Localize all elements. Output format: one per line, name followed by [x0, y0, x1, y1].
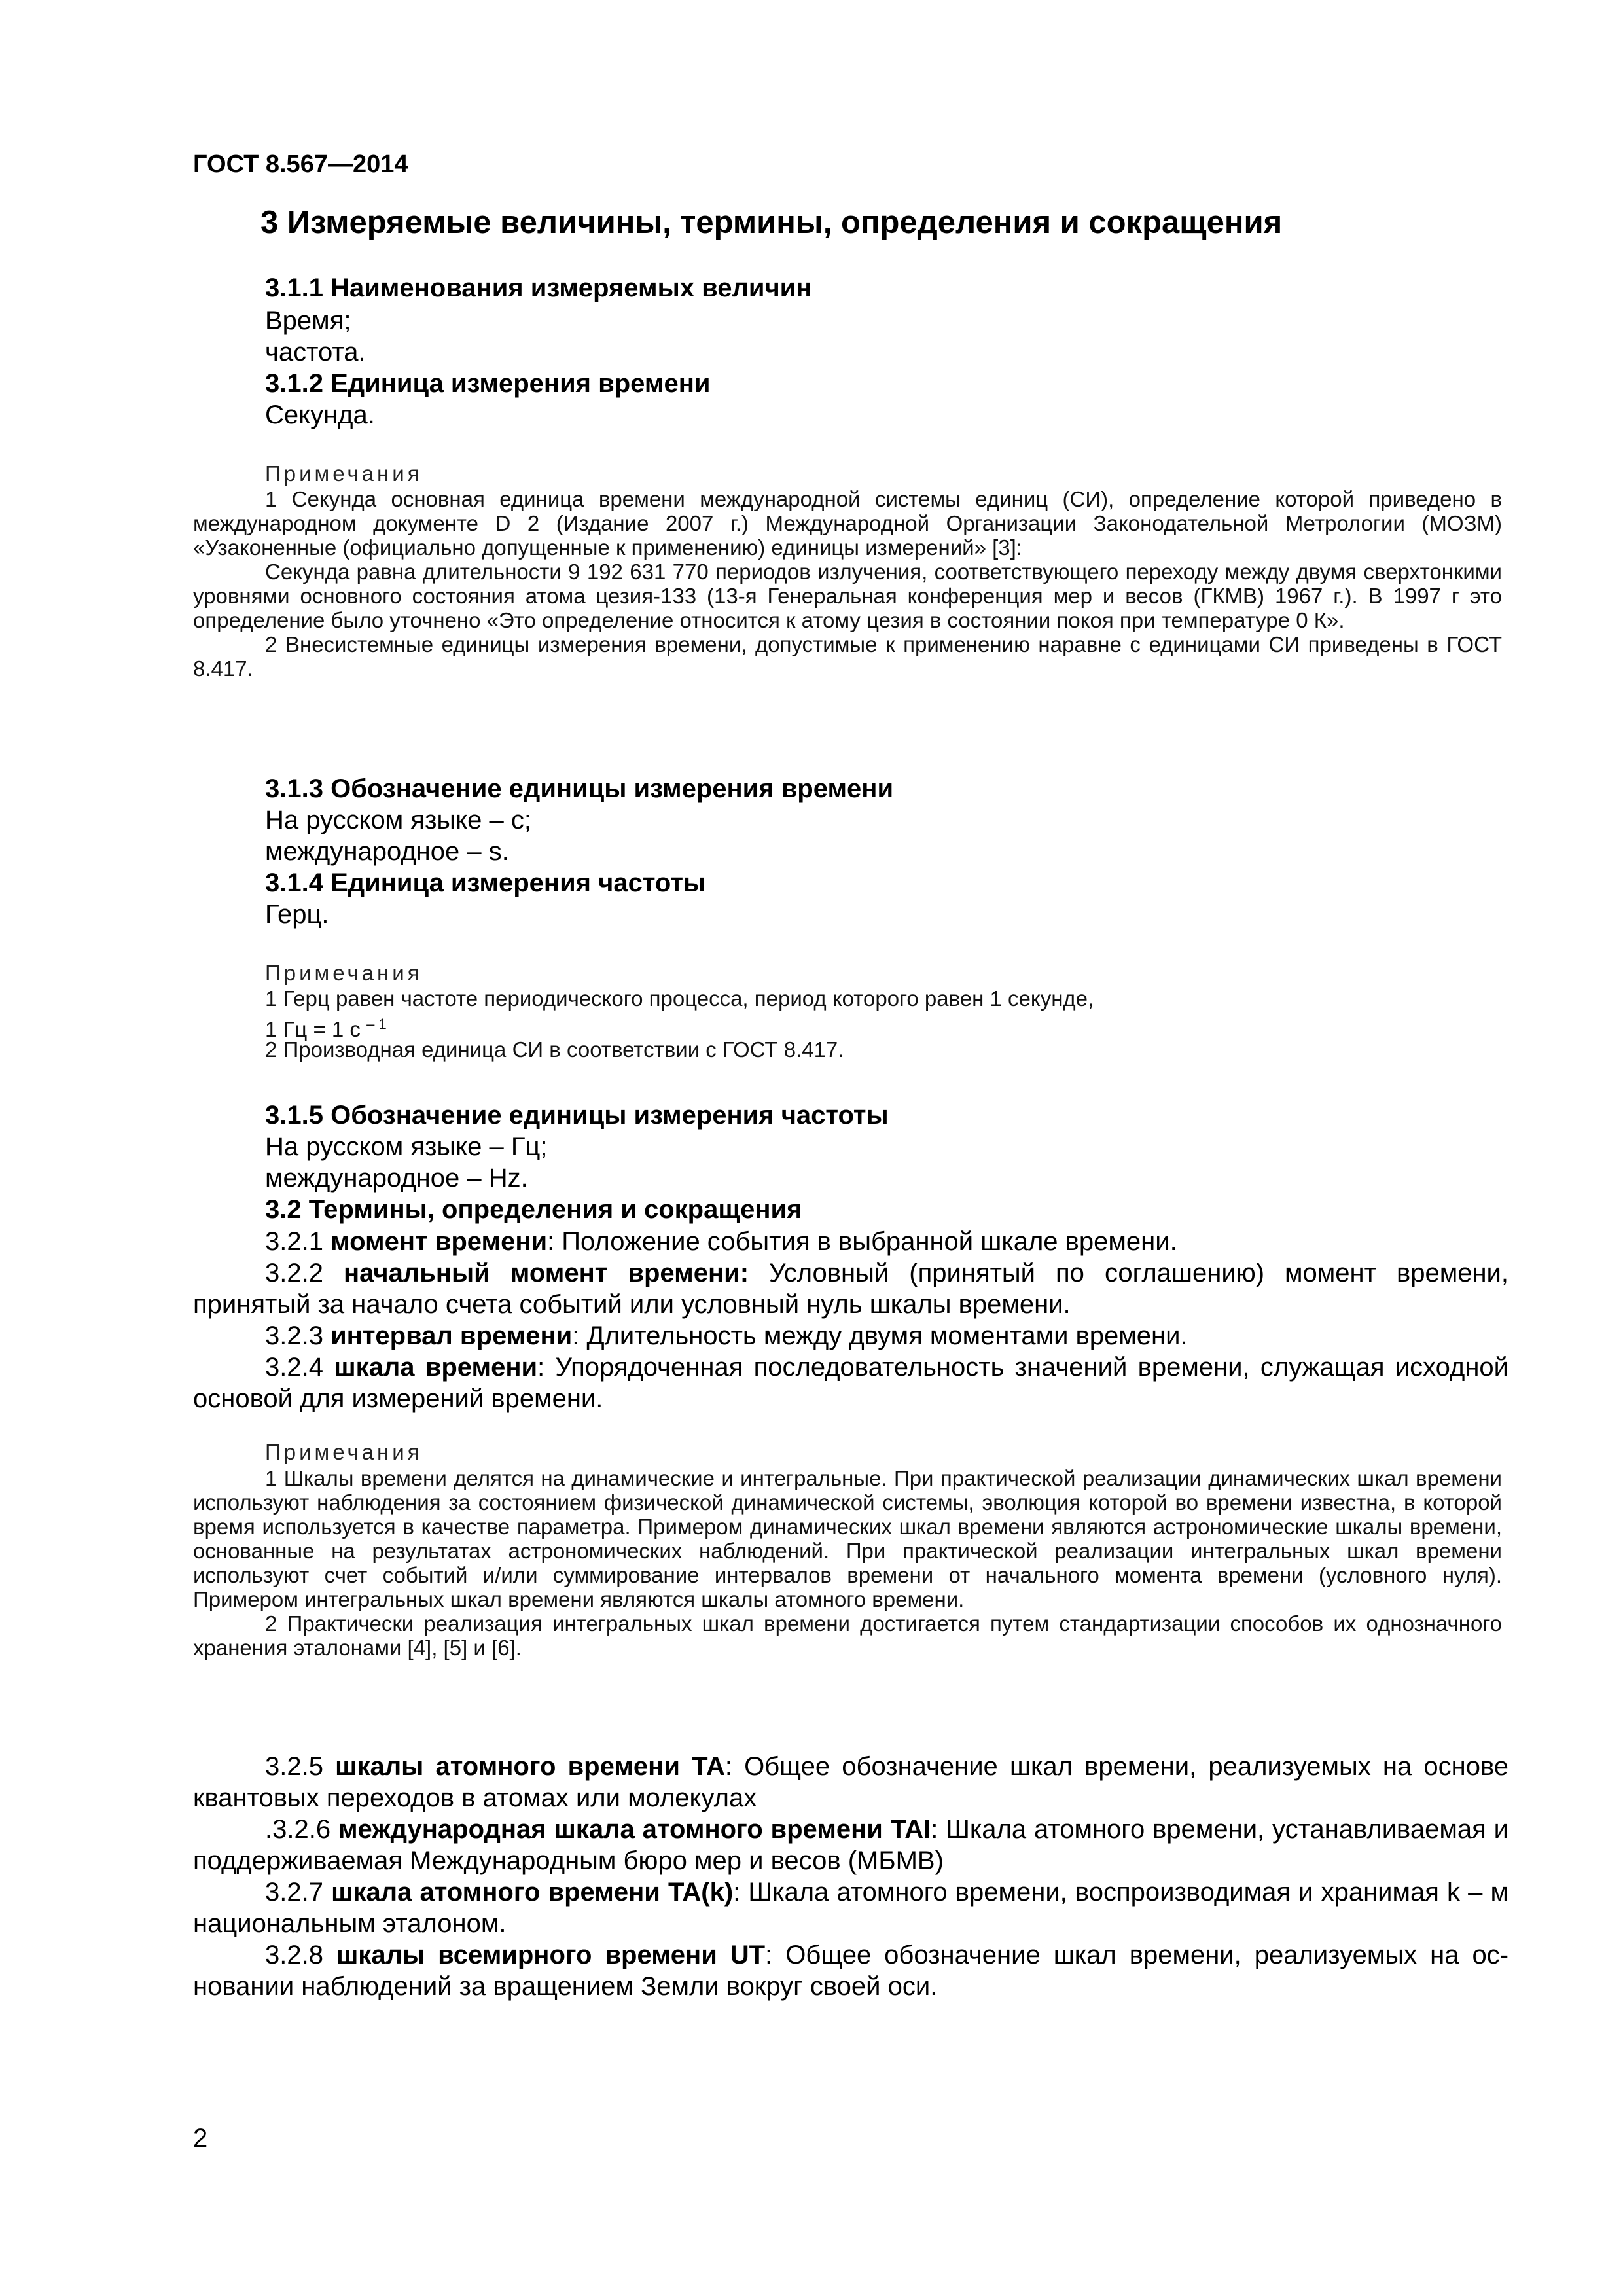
- quantity-time: Время;: [265, 306, 351, 335]
- document-code: ГОСТ 8.567—2014: [193, 151, 408, 178]
- notes-label: Примечания: [265, 461, 423, 486]
- term-entry: 3.2.3 интервал времени: Длительность между двумя моментами времени.: [265, 1321, 1188, 1350]
- symbol-international: международное – s.: [265, 837, 509, 866]
- subsection-3-1-4-title: 3.1.4 Единица измерения частоты: [265, 869, 706, 897]
- formula-exponent: – 1: [366, 1016, 387, 1032]
- symbol-international: международное – Hz.: [265, 1164, 528, 1193]
- note-paragraph: 1 Шкалы времени делятся на динамические и интегральные. При практической реализации динамических шкал времени используют наблюдения за состоянием физической динамической системы, эволюция которой во времени известна, в которой время используется в качестве параметра. Примером динамических шкал времени являются астрономические шкалы времени, основанные на результатах астрономических наблюдений. При практической реализации интегральных шкал времени используют счет событий и/или суммирование интервалов времени от начального момента времени (условного нуля). Примером интегральных шкал времени являются шкалы атомного времени.: [193, 1466, 1502, 1611]
- term-entry: 3.2.8 шкалы всемирного времени UT: Общее обозначение шкал времени, реализуемых на основании наблюдений за вращением Земли вокруг своей оси.: [193, 1941, 1509, 2001]
- symbol-russian: На русском языке – с;: [265, 806, 531, 834]
- subsection-3-1-1-title: 3.1.1 Наименования измеряемых величин: [265, 274, 812, 302]
- note-paragraph: 2 Практически реализация интегральных шкал времени достигается путем стандартизации способов их однозначного хранения эталонами [4], [5] и [6].: [193, 1611, 1502, 1660]
- subsection-3-1-2-title: 3.1.2 Единица измерения времени: [265, 369, 711, 398]
- symbol-russian: На русском языке – Гц;: [265, 1132, 548, 1161]
- term-name: интервал времени: [330, 1321, 573, 1350]
- terms-block: [193, 1751, 1508, 2002]
- term-name: шкала атомного времени TA(k): [331, 1878, 734, 1907]
- term-name: шкалы атомного времени ТА: [335, 1752, 725, 1781]
- note-paragraph: Секунда равна длительности 9 192 631 770 периодов излучения, соответствующего переходу между двумя сверхтонкими уровнями основного состояния атома цезия-133 (13-я Генеральная конференция мер и весов (ГКМВ) 1967 г.). В 1997 г это определение было уточнено «Это определение относится к атому цезия в состоянии покоя при температуре 0 К».: [193, 560, 1502, 632]
- term-entry: .3.2.6 международная шкала атомного времени TAI: Шкала атомного времени, устанавливаемая и поддерживаемая Международным бюро мер и весов (МБМВ): [193, 1815, 1508, 1875]
- subsection-3-1-5-title: 3.1.5 Обозначение единицы измерения частоты: [265, 1101, 889, 1130]
- term-entry: 3.2.2 начальный момент времени: Условный (принятый по соглашению) момент времени, принятый за начало счета событий или условный нуль шкалы времени.: [193, 1259, 1508, 1319]
- term-entry: 3.2.7 шкала атомного времени TA(k): Шкала атомного времени, воспроизводимая и хранимая k – м национальным эталоном.: [193, 1878, 1508, 1938]
- term-name: момент времени: [330, 1227, 548, 1256]
- quantity-frequency: частота.: [265, 338, 366, 367]
- formula-text: 1 Гц = 1 с: [265, 1017, 361, 1041]
- term-entry: 3.2.5 шкалы атомного времени ТА: Общее обозначение шкал времени, реализуемых на основе квантовых переходов в атомах или молекулах: [193, 1752, 1509, 1812]
- note-line: 2 Производная единица СИ в соответствии с ГОСТ 8.417.: [265, 1037, 844, 1062]
- note-paragraph: 1 Секунда основная единица времени международной системы единиц (СИ), определение которой приведено в международном документе D 2 (Издание 2007 г.) Международной Организации Законодательной Метрологии (МОЗМ) «Узаконенные (официально допущенные к применению) единицы измерений» [3]:: [193, 487, 1502, 560]
- note-line: 1 Герц равен частоте периодического процесса, период которого равен 1 секунде,: [265, 986, 1094, 1011]
- unit-hertz: Герц.: [265, 900, 329, 929]
- notes-label: Примечания: [265, 1440, 423, 1464]
- term-entry: 3.2.1 момент времени: Положение события в выбранной шкале времени.: [265, 1227, 1177, 1256]
- subsection-3-2-title: 3.2 Термины, определения и сокращения: [265, 1195, 802, 1224]
- notes-block: [193, 487, 1502, 681]
- term-entry: 3.2.4 шкала времени: Упорядоченная последовательность значений времени, служащая исходной основой для измерений времени.: [193, 1353, 1509, 1413]
- section-title: 3 Измеряемые величины, термины, определения и сокращения: [260, 205, 1283, 240]
- term-name: шкала времени: [334, 1353, 538, 1382]
- term-name: шкалы всемирного времени UT: [336, 1941, 766, 1969]
- unit-second: Секунда.: [265, 401, 375, 429]
- subsection-3-1-3-title: 3.1.3 Обозначение единицы измерения времени: [265, 774, 894, 803]
- notes-label: Примечания: [265, 961, 423, 985]
- page-number: 2: [193, 2124, 208, 2153]
- terms-block: [193, 1226, 1508, 1414]
- term-name: международная шкала атомного времени TAI: [338, 1815, 931, 1844]
- note-paragraph: 2 Внесистемные единицы измерения времени, допустимые к применению наравне с единицами СИ приведены в ГОСТ 8.417.: [193, 632, 1502, 681]
- term-name: начальный момент времени:: [343, 1259, 749, 1287]
- notes-block: [193, 1466, 1502, 1660]
